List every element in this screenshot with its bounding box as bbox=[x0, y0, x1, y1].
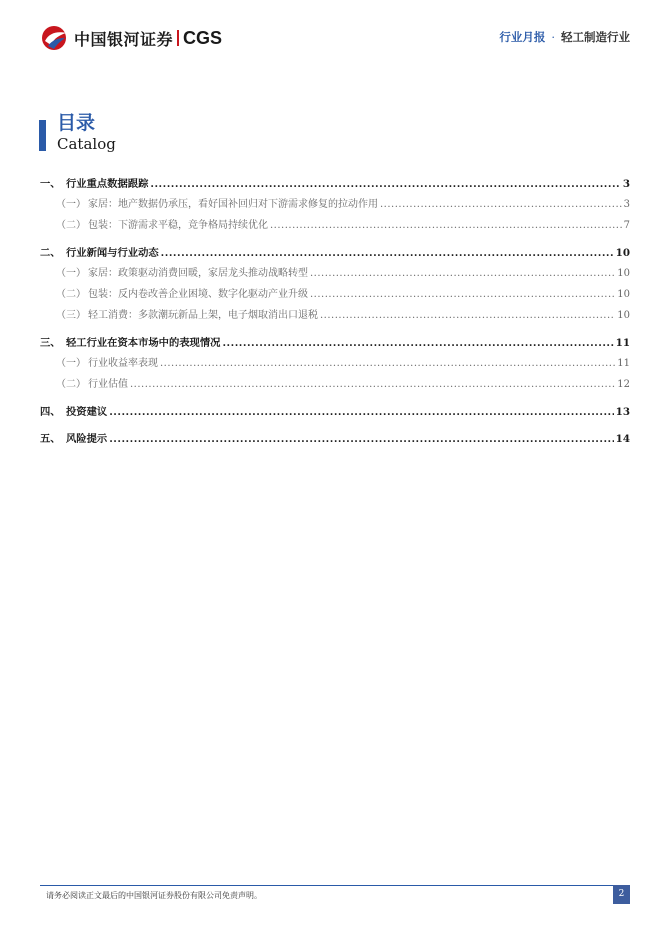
toc-entry-page: 11 bbox=[617, 358, 630, 369]
toc-entry-page: 3 bbox=[623, 199, 630, 210]
dot-leader bbox=[161, 247, 614, 259]
toc-entry-page: 10 bbox=[617, 268, 630, 279]
toc-entry-title: 行业估值 bbox=[88, 379, 128, 390]
toc-entry-number: （二） bbox=[56, 379, 86, 390]
dot-leader bbox=[150, 178, 620, 190]
footer-disclaimer: 请务必阅读正文最后的中国银河证券股份有限公司免责声明。 bbox=[46, 891, 262, 900]
dot-leader bbox=[270, 220, 622, 231]
toc-entry-number: （一） bbox=[56, 358, 86, 369]
company-logo bbox=[40, 24, 222, 52]
toc-entry-page: 10 bbox=[617, 289, 630, 300]
toc-entry-section-4[interactable] bbox=[40, 403, 630, 423]
logo-divider bbox=[177, 30, 179, 46]
toc-entry-title: 行业新闻与行业动态 bbox=[66, 247, 159, 259]
toc-entry-section-2-2[interactable] bbox=[40, 285, 630, 306]
dot-leader bbox=[380, 199, 622, 210]
toc-entry-page: 13 bbox=[615, 406, 630, 418]
page-number-badge: 2 bbox=[613, 885, 630, 904]
toc-entry-section-2[interactable] bbox=[40, 244, 630, 264]
toc-entry-title: 投资建议 bbox=[66, 406, 108, 418]
dot-leader bbox=[109, 406, 613, 418]
toc-entry-page: 7 bbox=[623, 220, 630, 231]
toc-entry-number: 四、 bbox=[40, 406, 61, 418]
dot-leader bbox=[310, 268, 615, 279]
toc-entry-section-1[interactable] bbox=[40, 175, 630, 195]
toc-entry-number: （一） bbox=[56, 268, 86, 279]
toc-entry-section-1-1[interactable] bbox=[40, 195, 630, 216]
toc-entry-number: 二、 bbox=[40, 247, 61, 259]
toc-accent-bar bbox=[39, 120, 46, 151]
header-separator: · bbox=[551, 30, 555, 44]
toc-entry-number: （二） bbox=[56, 220, 86, 231]
toc-entry-section-3-1[interactable] bbox=[40, 354, 630, 375]
dot-leader bbox=[320, 310, 615, 321]
toc-entry-number: 三、 bbox=[40, 337, 61, 349]
toc-entry-title: 轻工消费：多款潮玩新品上架，电子烟取消出口退税 bbox=[88, 310, 318, 321]
dot-leader bbox=[222, 337, 613, 349]
toc-entry-title: 包装：反内卷改善企业困境、数字化驱动产业升级 bbox=[88, 289, 308, 300]
report-industry: 轻工制造行业 bbox=[561, 30, 630, 44]
toc-entry-section-3[interactable] bbox=[40, 334, 630, 354]
table-of-contents bbox=[40, 172, 630, 450]
toc-subtitle: Catalog bbox=[57, 135, 116, 153]
toc-entry-number: （三） bbox=[56, 310, 86, 321]
dot-leader bbox=[109, 433, 613, 445]
toc-entry-page: 11 bbox=[615, 337, 630, 349]
toc-entry-page: 10 bbox=[615, 247, 630, 259]
report-type: 行业月报 bbox=[499, 30, 546, 44]
toc-title: 目录 bbox=[57, 112, 96, 134]
toc-entry-title: 家居：政策驱动消费回暖，家居龙头推动战略转型 bbox=[88, 268, 308, 279]
toc-entry-title: 包装：下游需求平稳，竞争格局持续优化 bbox=[88, 220, 268, 231]
toc-entry-section-2-1[interactable] bbox=[40, 264, 630, 285]
dot-leader bbox=[310, 289, 615, 300]
toc-entry-title: 家居：地产数据仍承压，看好国补回归对下游需求修复的拉动作用 bbox=[88, 199, 378, 210]
toc-entry-number: （一） bbox=[56, 199, 86, 210]
dot-leader bbox=[160, 358, 615, 369]
toc-entry-title: 行业重点数据跟踪 bbox=[66, 178, 149, 190]
toc-entry-page: 10 bbox=[617, 310, 630, 321]
toc-entry-number: （二） bbox=[56, 289, 86, 300]
toc-entry-page: 3 bbox=[622, 178, 630, 190]
toc-entry-section-3-2[interactable] bbox=[40, 375, 630, 396]
toc-entry-title: 轻工行业在资本市场中的表现情况 bbox=[66, 337, 221, 349]
cgs-logo-icon bbox=[40, 24, 70, 52]
footer-divider bbox=[40, 885, 630, 886]
toc-entry-number: 五、 bbox=[40, 433, 61, 445]
toc-entry-title: 风险提示 bbox=[66, 433, 108, 445]
toc-entry-title: 行业收益率表现 bbox=[88, 358, 158, 369]
dot-leader bbox=[130, 379, 615, 390]
toc-entry-page: 12 bbox=[617, 379, 630, 390]
logo-english-name: CGS bbox=[183, 27, 223, 48]
toc-entry-section-1-2[interactable] bbox=[40, 216, 630, 237]
logo-chinese-name: 中国银河证券 bbox=[74, 29, 174, 49]
toc-entry-section-2-3[interactable] bbox=[40, 306, 630, 327]
toc-entry-section-5[interactable] bbox=[40, 430, 630, 450]
report-header bbox=[499, 29, 630, 45]
toc-entry-page: 14 bbox=[615, 433, 630, 445]
toc-entry-number: 一、 bbox=[40, 178, 61, 190]
